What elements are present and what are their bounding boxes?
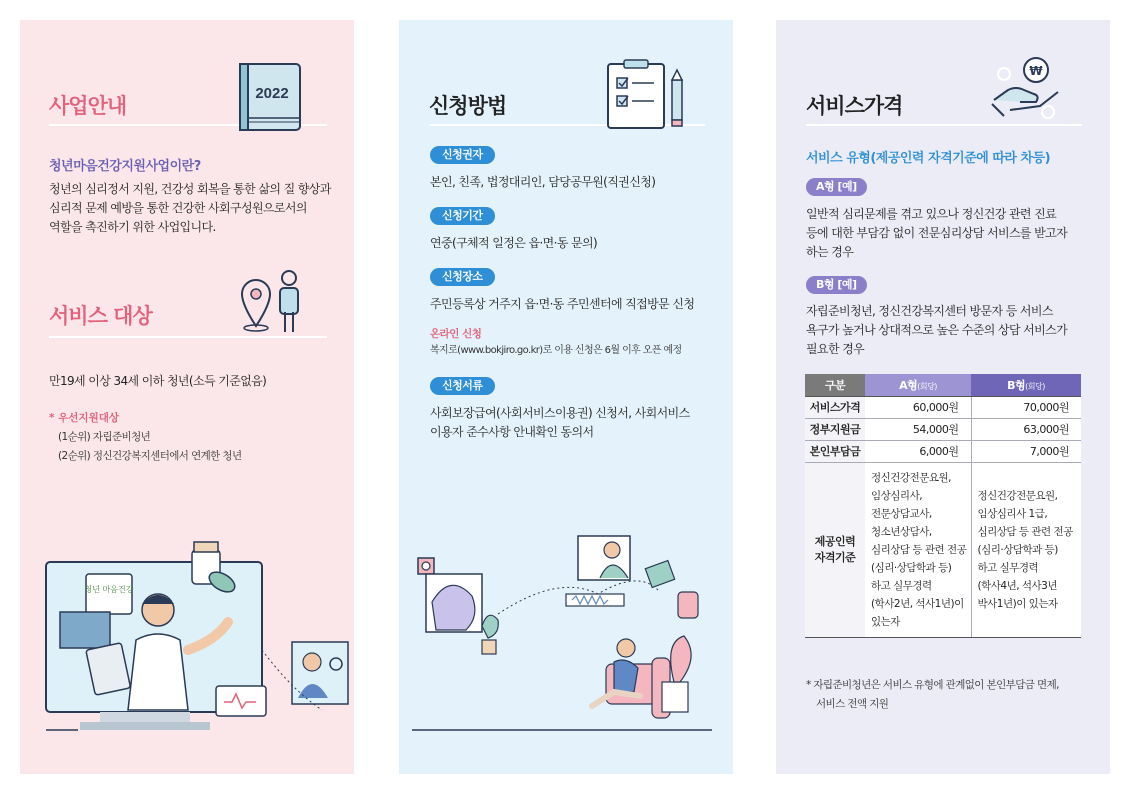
calendar-book-icon [236, 62, 304, 134]
section-title-business: 사업안내 [49, 94, 127, 118]
section-title-target: 서비스 대상 [49, 304, 152, 328]
table-row: 서비스가격 60,000원 70,000원 [805, 396, 1081, 418]
target-text: 만19세 이상 34세 이하 청년(소득 기준없음) [49, 374, 267, 388]
priority-list [58, 428, 242, 466]
clipboard-checklist-icon [604, 58, 690, 132]
list-item: (1순위) 자립준비청년 [58, 431, 151, 443]
svg-text:₩: ₩ [1029, 64, 1043, 78]
applicant-text: 본인, 친족, 법정대리인, 담당공무원(직권신청) [430, 175, 656, 189]
book-year: 2022 [255, 85, 289, 102]
priority-label: * 우선지원대상 [49, 412, 120, 424]
table-row: 정부지원금 54,000원 63,000원 [805, 418, 1081, 440]
price-table [805, 374, 1081, 638]
counseling-illustration [412, 530, 718, 740]
online-label: 온라인 신청 [430, 328, 482, 340]
location-person-icon [236, 268, 306, 334]
pill-type-a: A형 [예] [806, 178, 867, 196]
period-text: 연중(구체적 일정은 읍·면·동 문의) [430, 236, 598, 250]
type-a-description: 일반적 심리문제를 겪고 있으나 정신건강 관련 진료 등에 대한 부담감 없이 전문심리상담 서비스를 받고자 하는 경우 [806, 207, 1068, 259]
documents-text: 사회보장급여(사회서비스이용권) 신청서, 사회서비스 이용자 준수사항 안내확인 동의서 [430, 406, 690, 439]
business-question: 청년마음건강지원사업이란? [49, 159, 201, 174]
table-header: 구분 [805, 374, 865, 396]
pill-applicant: 신청권자 [430, 146, 495, 164]
pill-place: 신청장소 [430, 268, 495, 286]
pill-documents: 신청서류 [430, 377, 495, 395]
table-row: 본인부담금 6,000원 7,000원 [805, 440, 1081, 462]
title-divider [806, 124, 1082, 126]
service-type-heading: 서비스 유형(제공인력 자격기준에 따라 차등) [806, 151, 1051, 166]
online-text: 복지로(www.bokjiro.go.kr)로 이용 신청은 6월 이후 오픈 예정 [430, 345, 682, 356]
business-description: 청년의 심리정서 지원, 건강성 회복을 통한 삶의 질 향상과 심리적 문제 예방을 통한 건강한 사회구성원으로서의 역할을 촉진하기 위한 사업입니다. [49, 182, 331, 234]
title-divider [49, 336, 327, 338]
pill-period: 신청기간 [430, 207, 495, 225]
section-title-application: 신청방법 [429, 94, 507, 118]
pill-type-b: B형 [예] [806, 276, 867, 294]
table-header: A형(회당) [865, 374, 971, 396]
table-row: 제공인력 자격기준 정신건강전문요원, 임상심리사, 전문상담교사, 청소년상담사, 심리상담 등 관련 전공 (심리·상담학과 등) 하고 실무경력 (학사2년, 석사1년)이 있는자 정신건강전문요원, 임상심리사 1급, 심리상담 등 관련 전공 (심리·상담학과 등) 하고 실무경력 (학사4년, 석사3년 박사1년)이 있는자 [805, 462, 1081, 637]
place-text: 주민등록상 거주지 읍·면·동 주민센터에 직접방문 신청 [430, 297, 695, 311]
doctor-monitor-illustration [30, 540, 354, 740]
list-item: (2순위) 정신건강복지센터에서 연계한 청년 [58, 450, 242, 462]
coin-hand-icon [990, 50, 1062, 122]
table-header: B형(회당) [971, 374, 1081, 396]
section-title-price: 서비스가격 [806, 94, 903, 118]
monitor-logo: 청년 마음건강 [84, 585, 134, 594]
type-b-description: 자립준비청년, 정신건강복지센터 방문자 등 서비스 욕구가 높거나 상대적으로 높은 수준의 상담 서비스가 필요한 경우 [806, 304, 1068, 356]
footnote: * 자립준비청년은 서비스 유형에 관계없이 본인부담금 면제, 서비스 전액 지원 [806, 679, 1059, 710]
